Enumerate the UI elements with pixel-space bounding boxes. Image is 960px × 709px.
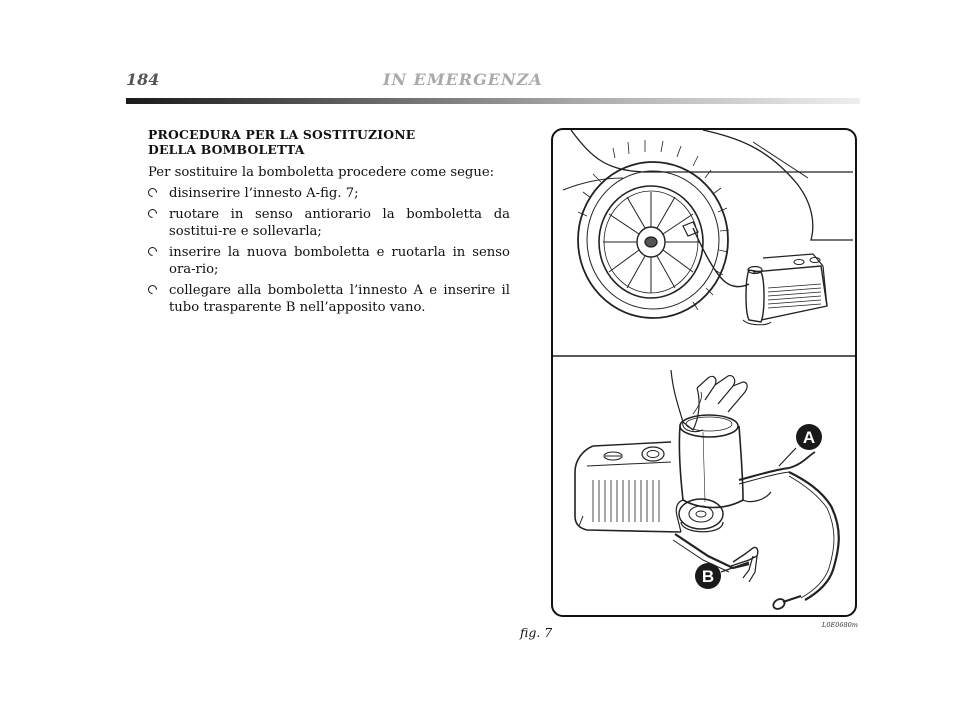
callout-b-label: B [701,567,715,586]
content-column [148,127,510,320]
step-item [148,185,510,202]
figure-code: L0E0680m [822,621,858,629]
page-number: 184 [126,70,160,89]
step-text: inserire la nuova bomboletta e ruotarla in senso ora-rio; [169,245,510,277]
procedure-heading-line-2: DELLA BOMBOLETTA [148,142,305,157]
bullet-icon [146,283,159,296]
callout-a-label: A [802,428,816,447]
callout-a [796,424,822,450]
figure-illustration [553,130,855,615]
procedure-heading-line-1: PROCEDURA PER LA SOSTITUZIONE [148,127,416,142]
step-item [148,282,510,316]
step-item [148,244,510,278]
section-title: IN EMERGENZA [383,70,543,89]
bullet-icon [146,245,159,258]
figure-frame [551,128,857,617]
figure-caption: fig. 7 [520,625,553,640]
step-item [148,206,510,240]
callout-lines [721,448,796,572]
intro-text: Per sostituire la bomboletta procedere come segue: [148,165,495,180]
procedure-heading [148,127,510,157]
callout-b [695,563,721,589]
header-rule [126,98,860,104]
step-text: disinserire l’innesto A-fig. 7; [169,186,359,201]
wheel-compressor-illustration [563,130,853,325]
bullet-icon [146,186,159,199]
step-text: collegare alla bomboletta l’innesto A e inserire il tubo trasparente B nell’apposito vano. [169,283,510,315]
bullet-icon [146,207,159,220]
step-text: ruotare in senso antiorario la bomboletta da sostitui-re e sollevarla; [169,207,510,239]
step-list [148,185,510,316]
